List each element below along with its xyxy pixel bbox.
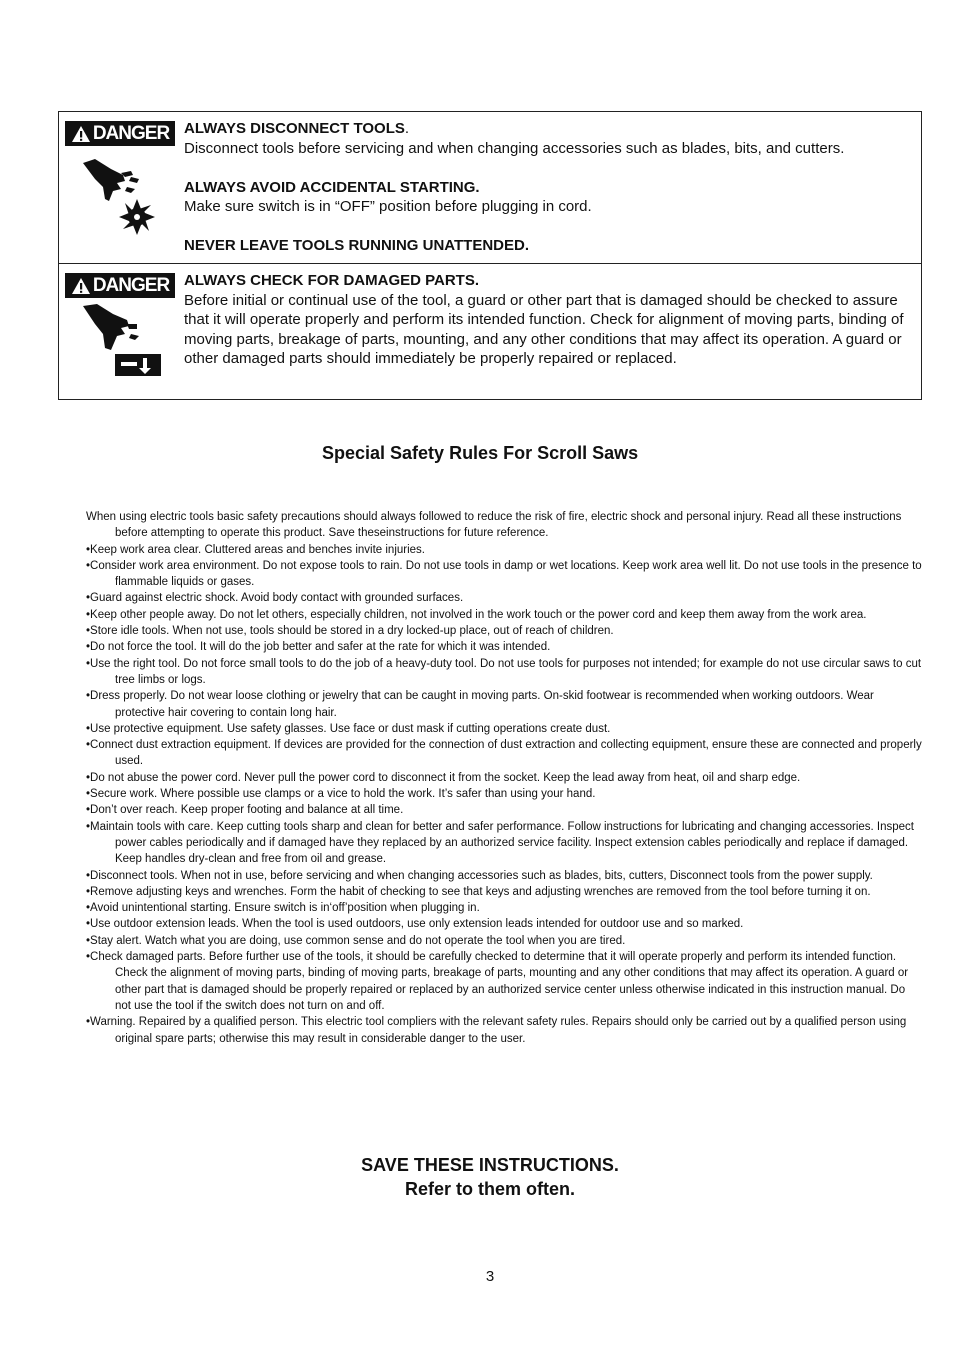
danger-label: DANGER bbox=[65, 121, 175, 146]
footer-refer-often: Refer to them often. bbox=[404, 1179, 575, 1199]
danger-text-1 bbox=[184, 119, 915, 256]
safety-rule-item: •Disconnect tools. When not in use, before servicing and when changing accessories such as blades, bits, cutters, Disconnect tools from the power supply. bbox=[86, 869, 873, 882]
text-avoid-starting: Make sure switch is in “OFF” position before plugging in cord. bbox=[184, 198, 592, 215]
safety-rule-item: •Remove adjusting keys and wrenches. Form the habit of checking to see that keys and adjusting wrenches are removed from the tool before turning it on. bbox=[86, 885, 871, 898]
safety-rule-item: •Consider work area environment. Do not expose tools to rain. Do not use tools in damp or wet locations. Keep work area well lit. Do not use tools in the presence to flammable liquids or gases. bbox=[86, 559, 922, 589]
intro-paragraph: When using electric tools basic safety precautions should always followed to reduce the risk of fire, electric shock and personal injury. Read all these instructions before attempting to operate this product. Save theseinstructions for future reference. bbox=[86, 511, 902, 540]
danger-label: DANGER bbox=[65, 273, 175, 298]
safety-rule-item: •Avoid unintentional starting. Ensure switch is in‘off’position when plugging in. bbox=[86, 902, 480, 915]
warning-triangle-icon bbox=[71, 277, 91, 295]
safety-rule-item: •Store idle tools. When not use, tools should be stored in a dry locked-up place, out of reach of children. bbox=[86, 625, 614, 638]
page-number: 3 bbox=[485, 1268, 495, 1285]
safety-rule-item: •Dress properly. Do not wear loose clothing or jewelry that can be caught in moving parts. On-skid footwear is recommended when working outdoors. Wear protective hair covering to contain long hair. bbox=[86, 690, 874, 719]
section-title: Special Safety Rules For Scroll Saws bbox=[322, 443, 639, 463]
safety-rule-item: •Don’t over reach. Keep proper footing and balance at all time. bbox=[86, 804, 404, 817]
heading-avoid-starting: ALWAYS AVOID ACCIDENTAL STARTING. bbox=[184, 178, 480, 196]
safety-rule-item: •Guard against electric shock. Avoid body contact with grounded surfaces. bbox=[86, 592, 464, 605]
safety-rule-item: •Check damaged parts. Before further use of the tools, it should be carefully checked to determine that it will operate properly and perform its intended function. Check the alignment of moving parts, binding of moving parts, breakage of parts, mounting and any other conditions that may affect its operation. A guard or other part that is damaged should be properly repaired or replaced by an authorized service center unless otherwise indicated in this instruction manual. Do not use the tool if the switch does not turn on and off. bbox=[86, 951, 909, 1012]
safety-rule-item: •Do not force the tool. It will do the job better and safer at the rate for which it was intended. bbox=[86, 641, 551, 654]
footer-save-instructions: SAVE THESE INSTRUCTIONS. bbox=[361, 1155, 619, 1175]
hand-damaged-part-icon bbox=[81, 302, 167, 382]
safety-rule-item: •Keep work area clear. Cluttered areas and benches invite injuries. bbox=[86, 543, 425, 556]
safety-rule-item: •Connect dust extraction equipment. If devices are provided for the connection of dust extraction and collecting equipment, ensure these are connected and properly used. bbox=[86, 739, 922, 768]
text-check-damaged: Before initial or continual use of the tool, a guard or other part that is damaged should be checked to assure that it will operate properly and perform its intended function. Check for alignment of moving parts, binding of moving parts, breakage of parts, mounting, and any other conditions that may affect its operation. A guard or other damaged parts should immediately be properly repaired or replaced. bbox=[184, 291, 904, 367]
danger-text-2 bbox=[184, 271, 915, 369]
hand-cutting-blade-icon bbox=[81, 157, 165, 245]
safety-rule-item: •Keep other people away. Do not let others, especially children, not involved in the work touch or the power cord and keep them away from the work area. bbox=[86, 608, 867, 621]
safety-rule-item: •Do not abuse the power cord. Never pull the power cord to disconnect it from the socket. Keep the lead away from heat, oil and sharp edge. bbox=[86, 771, 801, 784]
safety-rule-item: •Maintain tools with care. Keep cutting tools sharp and clean for better and safer performance. Follow instructions for lubricating and changing accessories. Inspect power cables periodically and if damaged have they replaced by an authorized service facility. Inspect extension cables periodically and replace if damaged. Keep handles dry-clean and free from oil and grease. bbox=[86, 820, 914, 866]
warning-triangle-icon bbox=[71, 125, 91, 143]
danger-box-disconnect bbox=[58, 111, 922, 265]
safety-rule-item: •Use protective equipment. Use safety glasses. Use face or dust mask if cutting operations create dust. bbox=[86, 722, 611, 735]
safety-rule-item: •Stay alert. Watch what you are doing, use common sense and do not operate the tool when you are tired. bbox=[86, 934, 626, 947]
heading-disconnect-tools: ALWAYS DISCONNECT TOOLS. bbox=[184, 120, 410, 137]
safety-rule-item: •Secure work. Where possible use clamps or a vice to hold the work. It’s safer than using your hand. bbox=[86, 788, 596, 801]
safety-rules-list bbox=[86, 509, 922, 1047]
safety-rule-item: •Use outdoor extension leads. When the tool is used outdoors, use only extension leads intended for outdoor use and so marked. bbox=[86, 918, 744, 931]
danger-box-damaged-parts bbox=[58, 263, 922, 400]
safety-rule-item: •Use the right tool. Do not force small tools to do the job of a heavy-duty tool. Do not use tools for purposes not intended; for example do not use circular saws to cut tree limbs or logs. bbox=[86, 657, 922, 686]
heading-check-damaged: ALWAYS CHECK FOR DAMAGED PARTS. bbox=[184, 272, 480, 289]
heading-never-leave: NEVER LEAVE TOOLS RUNNING UNATTENDED. bbox=[184, 237, 530, 254]
text-disconnect-tools: Disconnect tools before servicing and when changing accessories such as blades, bits, and cutters. bbox=[184, 139, 845, 157]
safety-rule-item: •Warning. Repaired by a qualified person. This electric tool compliers with the relevant safety rules. Repairs should only be carried out by a qualified person using original spare parts; otherwise this may result in considerable danger to the user. bbox=[86, 1016, 907, 1045]
